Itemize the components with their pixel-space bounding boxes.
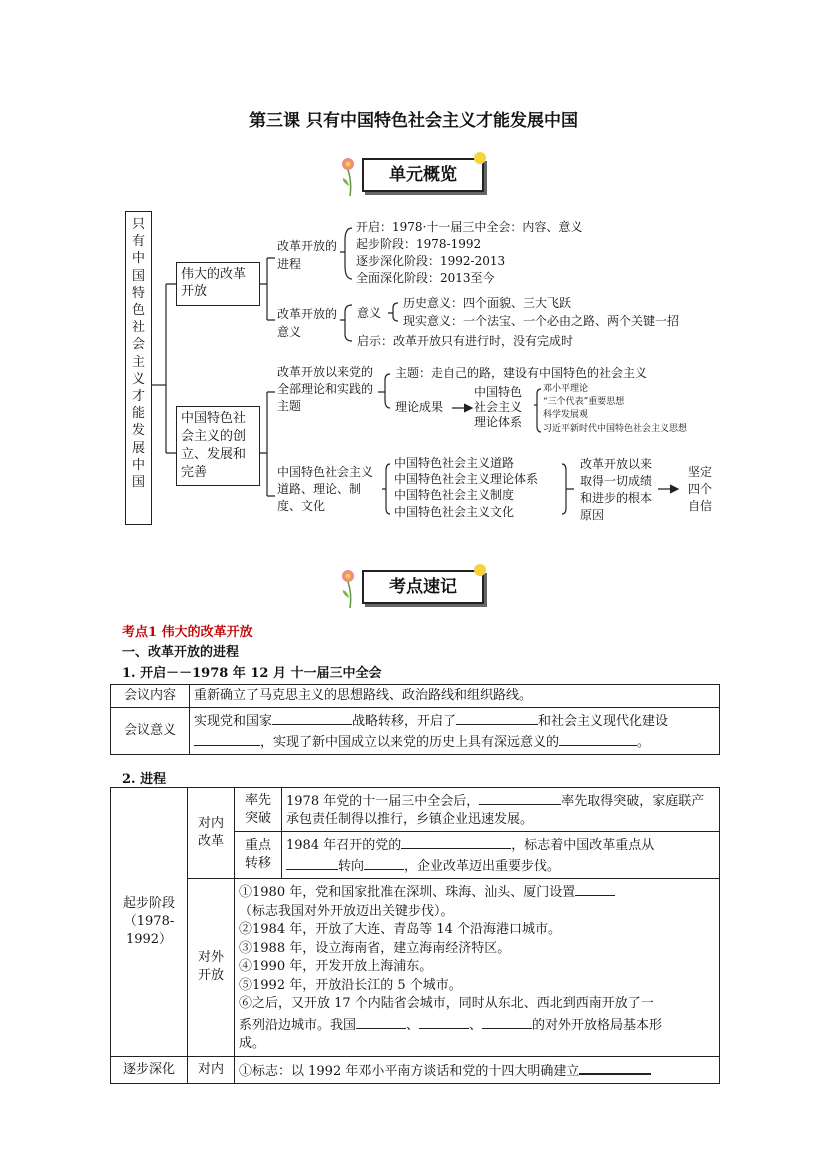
meeting-meaning-b: 战略转移，开启了 bbox=[352, 714, 457, 729]
theory-item-2: “三个代表”重要思想 bbox=[543, 397, 625, 407]
blank[interactable] bbox=[401, 834, 511, 849]
sh-a: 1984 年召开的党的 bbox=[286, 838, 402, 853]
branch-socialism-label: 中国特色社会主义的创立、发展和完善 bbox=[181, 411, 247, 480]
sh-c: 转向 bbox=[338, 859, 365, 874]
blank[interactable] bbox=[419, 1014, 469, 1029]
meeting-meaning-c: 和社会主义现代化建设 bbox=[538, 714, 669, 729]
h2-heading: 2. 进程 bbox=[122, 772, 167, 787]
meeting-meaning-e: 。 bbox=[637, 735, 651, 750]
blank[interactable] bbox=[479, 790, 561, 805]
theme-label: 改革开放以来党的全部理论和实践的主题 bbox=[277, 365, 374, 413]
sh-b: ，标志着中国改革重点从 bbox=[511, 838, 655, 853]
bt-a: 1978 年党的十一届三中全会后， bbox=[286, 794, 480, 809]
theory-item-4: 习近平新时代中国特色社会主义思想 bbox=[543, 424, 688, 434]
open-item: ⑤1992 年，开放沿长江的 5 个城市。 bbox=[239, 977, 462, 993]
stage1-label: 起步阶段（1978-1992） bbox=[111, 788, 188, 1057]
meeting-meaning-label: 会议意义 bbox=[111, 708, 190, 755]
meeting-meaning-a: 实现党和国家 bbox=[194, 714, 273, 729]
confidence: 坚定四个自信 bbox=[688, 465, 713, 513]
branch-socialism bbox=[176, 406, 260, 486]
blank[interactable] bbox=[272, 710, 352, 725]
points-banner bbox=[340, 564, 490, 608]
meeting-table bbox=[110, 684, 720, 755]
shift-label: 重点转移 bbox=[235, 832, 282, 879]
theme-item: 主题：走自己的路，建设有中国特色的社会主义 bbox=[395, 366, 648, 380]
process-label: 改革开放的进程 bbox=[277, 239, 338, 271]
blank[interactable] bbox=[194, 731, 260, 746]
meeting-content-text: 重新确立了马克思主义的思想路线、政治路线和组织路线。 bbox=[190, 685, 720, 708]
open-item: （标志我国对外开放迈出关键步伐）。 bbox=[239, 903, 454, 919]
blank[interactable] bbox=[356, 1014, 406, 1029]
road-item-3: 中国特色社会主义制度 bbox=[394, 488, 515, 502]
process-table bbox=[110, 787, 720, 1084]
h1-heading: 1. 开启－－1978 年 12 月 十一届三中全会 bbox=[122, 666, 382, 681]
process-item-3: 逐步深化阶段：1992-2013 bbox=[356, 254, 506, 268]
deep-text bbox=[235, 1056, 720, 1083]
open-item: ③1988 年，设立海南省，建立海南经济特区。 bbox=[239, 940, 511, 956]
theory-item-3: 科学发展观 bbox=[543, 410, 589, 420]
blank[interactable] bbox=[364, 855, 404, 870]
point1-heading: 考点1 伟大的改革开放 bbox=[122, 625, 253, 640]
meeting-meaning-d: ，实现了新中国成立以来党的历史上具有深远意义的 bbox=[260, 735, 560, 750]
road-item-2: 中国特色社会主义理论体系 bbox=[394, 472, 539, 486]
meeting-content-label: 会议内容 bbox=[111, 685, 190, 708]
road-item-1: 中国特色社会主义道路 bbox=[394, 456, 515, 470]
open-item: 的对外开放格局基本形 bbox=[532, 1017, 663, 1033]
blank[interactable] bbox=[559, 731, 637, 746]
breakthrough-label: 率先突破 bbox=[235, 788, 282, 832]
open-item: ①1980 年，党和国家批准在深圳、珠海、汕头、厦门设置 bbox=[239, 885, 576, 900]
blank[interactable] bbox=[286, 855, 338, 870]
blank[interactable] bbox=[575, 881, 615, 896]
theory-system: 中国特色社会主义理论体系 bbox=[474, 385, 523, 429]
overview-banner-label: 单元概览 bbox=[362, 158, 484, 192]
mind-map-root bbox=[125, 211, 152, 525]
points-banner-label: 考点速记 bbox=[362, 570, 484, 604]
blank[interactable] bbox=[456, 710, 538, 725]
meaning-label: 改革开放的意义 bbox=[277, 307, 338, 339]
process-item-1: 开启：1978·十一届三中全会：内容、意义 bbox=[356, 220, 583, 234]
sub1-heading: 一、改革开放的进程 bbox=[122, 645, 240, 660]
page-title: 第三课 只有中国特色社会主义才能发展中国 bbox=[249, 111, 578, 131]
branch-reform-label: 伟大的改革开放 bbox=[181, 267, 247, 299]
open-item: 成。 bbox=[239, 1036, 266, 1051]
meaning-yi: 意义 bbox=[357, 306, 382, 320]
open-item: 系列沿边城市。我国 bbox=[239, 1017, 357, 1033]
inner2-label: 对内 bbox=[188, 1056, 235, 1083]
outer-open-label: 对外开放 bbox=[188, 879, 235, 1057]
meaning-item-2: 现实意义：一个法宝、一个必由之路、两个关键一招 bbox=[403, 314, 680, 328]
stage2-label: 逐步深化 bbox=[111, 1056, 188, 1083]
open-items bbox=[235, 879, 720, 1057]
process-item-2: 起步阶段：1978-1992 bbox=[356, 237, 482, 251]
meeting-meaning-cell bbox=[190, 708, 720, 755]
open-item: 、 bbox=[406, 1017, 420, 1033]
blank[interactable] bbox=[579, 1059, 651, 1075]
root-label: 只有中国特色社会主义才能发展中国 bbox=[131, 217, 145, 491]
theory-result: 理论成果 bbox=[395, 400, 444, 414]
shift-text bbox=[282, 832, 720, 879]
open-item: ⑥之后，又开放 17 个内陆省会城市，同时从东北、西北到西南开放了一 bbox=[239, 996, 654, 1011]
branch-reform bbox=[176, 262, 260, 306]
reason: 改革开放以来取得一切成绩和进步的根本原因 bbox=[580, 457, 653, 522]
inner-reform-label: 对内改革 bbox=[188, 788, 235, 879]
open-item: ②1984 年，开放了大连、青岛等 14 个沿海港口城市。 bbox=[239, 922, 562, 937]
theory-item-1: 邓小平理论 bbox=[543, 384, 589, 394]
breakthrough-text bbox=[282, 788, 720, 832]
blank[interactable] bbox=[482, 1014, 532, 1029]
open-item: 、 bbox=[469, 1017, 483, 1033]
sun-icon bbox=[474, 564, 486, 576]
meaning-item-1: 历史意义：四个面貌、三大飞跃 bbox=[403, 296, 572, 310]
inspiration: 启示：改革开放只有进行时，没有完成时 bbox=[357, 334, 574, 348]
bt-b: 率先取得突破，家庭联产承包责任制得以推行，乡镇企业迅速发展。 bbox=[286, 794, 705, 827]
road-label: 中国特色社会主义道路、理论、制度、文化 bbox=[277, 465, 374, 513]
sh-d: ，企业改革迈出重要步伐。 bbox=[404, 859, 561, 874]
process-item-4: 全面深化阶段：2013至今 bbox=[356, 271, 495, 285]
road-item-4: 中国特色社会主义文化 bbox=[394, 505, 515, 519]
open-item: ④1990 年，开发开放上海浦东。 bbox=[239, 959, 433, 974]
deep-a: ①标志：以 1992 年邓小平南方谈话和党的十四大明确建立 bbox=[239, 1063, 580, 1079]
